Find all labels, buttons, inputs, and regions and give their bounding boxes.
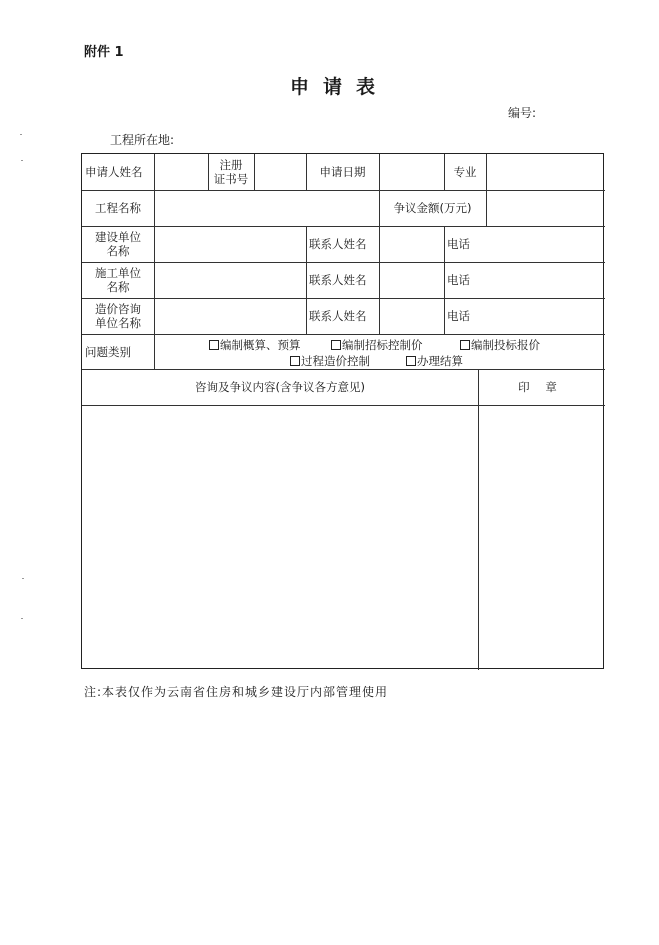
construction-unit-line-2: 名称 — [106, 244, 130, 258]
contractor-phone-label: 电话 — [447, 273, 470, 287]
applicant-name-label: 申请人姓名 — [85, 165, 143, 179]
cert-line-1: 注册 — [219, 158, 243, 172]
content-header: 咨询及争议内容(含争议各方意见) — [195, 380, 365, 394]
checkbox-icon[interactable] — [290, 356, 300, 366]
construction-unit-line-1: 建设单位 — [95, 230, 141, 244]
contractor-contact-label: 联系人姓名 — [309, 273, 367, 287]
issue-option-process-cost[interactable] — [290, 353, 370, 369]
issue-option-tender-quote[interactable] — [460, 337, 540, 353]
issue-option-budget-label: 编制概算、预算 — [220, 338, 301, 352]
consulting-unit-label — [82, 298, 154, 334]
scan-speck — [22, 578, 24, 579]
construction-unit-label — [82, 226, 154, 262]
seal-area[interactable] — [479, 405, 603, 667]
checkbox-icon[interactable] — [209, 340, 219, 350]
scan-speck — [20, 134, 22, 135]
construction-contact-label: 联系人姓名 — [309, 237, 367, 251]
issue-option-bid-control[interactable] — [331, 337, 423, 353]
project-location-label: 工程所在地: — [110, 133, 175, 147]
consulting-contact-label: 联系人姓名 — [309, 309, 367, 323]
checkbox-icon[interactable] — [406, 356, 416, 366]
checkbox-icon[interactable] — [331, 340, 341, 350]
scan-speck — [21, 618, 23, 619]
content-writing-area[interactable] — [82, 405, 478, 667]
issue-option-settlement-label: 办理结算 — [417, 354, 463, 368]
attachment-label: 附件 1 — [84, 45, 124, 60]
cert-line-2: 证书号 — [213, 172, 249, 186]
registration-cert-label — [208, 154, 254, 190]
contractor-unit-line-2: 名称 — [106, 280, 130, 294]
issue-option-bid-control-label: 编制招标控制价 — [342, 338, 423, 352]
contractor-unit-line-1: 施工单位 — [95, 266, 141, 280]
contractor-unit-label — [82, 262, 154, 298]
specialty-label: 专业 — [453, 165, 477, 179]
footnote: 注:本表仅作为云南省住房和城乡建设厅内部管理使用 — [84, 685, 389, 699]
form-title: 申请表 — [290, 76, 390, 98]
project-name-label: 工程名称 — [95, 201, 141, 215]
issue-option-tender-quote-label: 编制投标报价 — [471, 338, 540, 352]
issue-option-settlement[interactable] — [406, 353, 463, 369]
issue-option-process-cost-label: 过程造价控制 — [301, 354, 370, 368]
checkbox-icon[interactable] — [460, 340, 470, 350]
consulting-unit-line-1: 造价咨询 — [95, 302, 141, 316]
construction-phone-label: 电话 — [447, 237, 470, 251]
dispute-amount-label: 争议金额(万元) — [393, 201, 472, 215]
application-form-table — [81, 153, 604, 669]
serial-number-label: 编号: — [508, 106, 537, 120]
scan-speck — [21, 160, 23, 161]
seal-header: 印 章 — [518, 380, 563, 394]
consulting-unit-line-2: 单位名称 — [95, 316, 141, 330]
issue-type-label: 问题类别 — [85, 344, 131, 359]
consulting-phone-label: 电话 — [447, 309, 470, 323]
issue-option-budget[interactable] — [209, 337, 301, 353]
apply-date-label: 申请日期 — [319, 165, 366, 179]
